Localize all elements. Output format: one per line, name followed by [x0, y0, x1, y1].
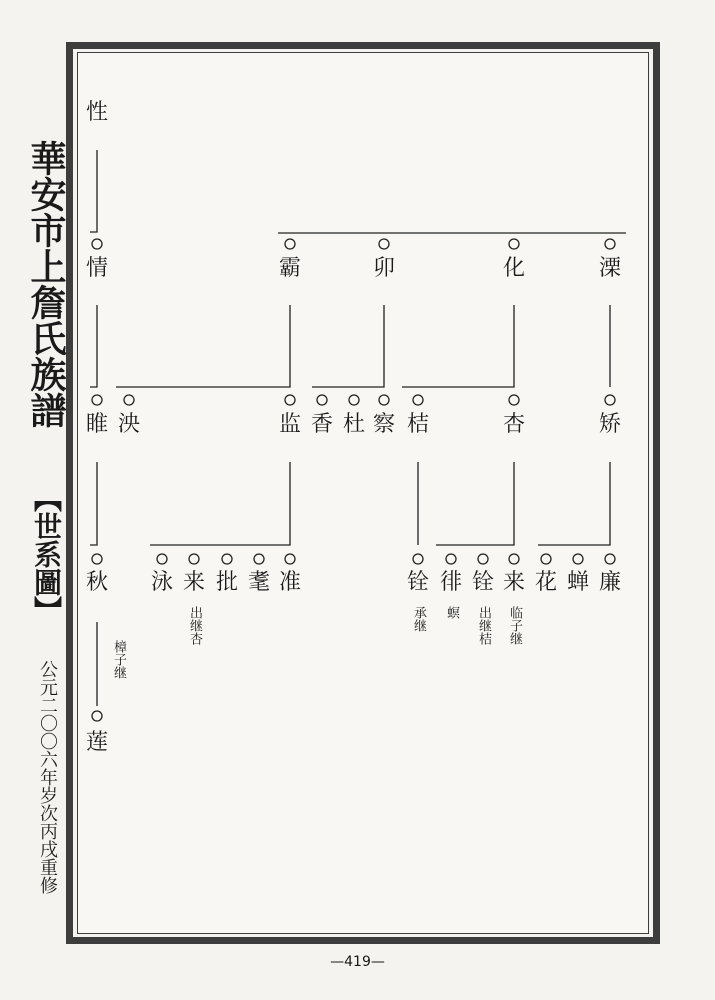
note-lai2: 临子继 — [507, 606, 522, 645]
name-su: 溧 — [598, 256, 621, 281]
name-jian: 监 — [278, 412, 301, 437]
page-number: —419— — [330, 954, 385, 970]
name-sui: 睢 — [85, 412, 108, 437]
edition-note: 公元二〇〇六年岁次丙戌重修 — [37, 660, 58, 894]
name-hua: 化 — [502, 256, 525, 281]
name-mao2: 耄 — [247, 570, 270, 595]
name-yang: 泱 — [117, 412, 140, 437]
name-zhun: 准 — [278, 570, 301, 595]
name-xing2: 杏 — [502, 412, 525, 437]
note-lian2: 樟子继 — [111, 640, 126, 679]
name-lian2: 莲 — [85, 730, 108, 755]
section-label: 【世系圖】 — [30, 484, 63, 624]
note-quan1: 承继 — [411, 606, 426, 632]
name-quan1: 铨 — [406, 570, 429, 595]
name-lian: 廉 — [598, 570, 621, 595]
name-du: 杜 — [342, 412, 365, 437]
name-xiang: 香 — [310, 412, 333, 437]
name-lai2: 来 — [502, 570, 525, 595]
name-xing: 性 — [85, 100, 108, 125]
note-lai1: 出继杏 — [187, 606, 202, 645]
name-jiao: 矫 — [598, 412, 621, 437]
name-hua2: 花 — [534, 570, 557, 595]
name-pi: 批 — [215, 570, 238, 595]
name-lai1: 来 — [182, 570, 205, 595]
name-jie: 桔 — [406, 412, 429, 437]
name-ba: 霸 — [278, 256, 301, 281]
name-lv: 徘 — [439, 570, 462, 595]
name-chan: 蝉 — [566, 570, 589, 595]
note-quan2: 出继桔 — [476, 606, 491, 645]
book-title: 華安市上詹氏族譜 — [25, 140, 67, 428]
note-lv: 螟 — [444, 606, 459, 619]
name-mao: 卯 — [372, 256, 395, 281]
name-cha: 察 — [372, 412, 395, 437]
name-quan2: 铨 — [471, 570, 494, 595]
name-qing: 情 — [85, 256, 108, 281]
name-yong: 泳 — [150, 570, 173, 595]
name-qiu: 秋 — [85, 570, 108, 595]
